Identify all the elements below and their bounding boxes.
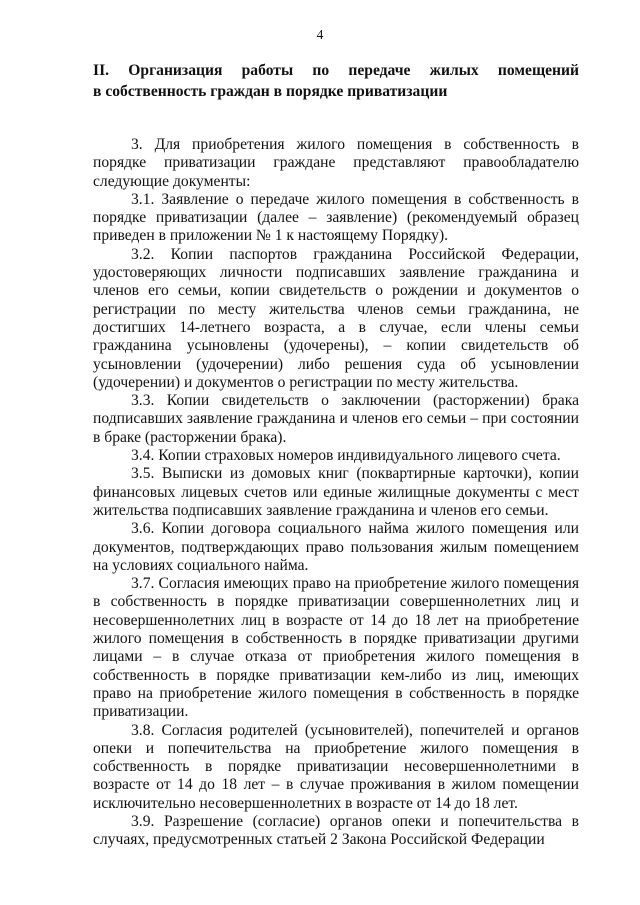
paragraph-3-9: 3.9. Разрешение (согласие) органов опеки и попечительства в случаях, предусмотренных статьей 2 Закона Российской Федерации xyxy=(93,812,579,849)
section-heading xyxy=(93,60,579,102)
paragraph-3-5: 3.5. Выписки из домовых книг (поквартирные карточки), копии финансовых лицевых счетов или единые жилищные документы с мест жительства подписавших заявление гражданина и членов его семьи. xyxy=(93,465,579,519)
paragraph-3-4: 3.4. Копии страховых номеров индивидуального лицевого счета. xyxy=(131,447,561,465)
paragraph-3-1: 3.1. Заявление о передаче жилого помещения в собственность в порядке приватизации (далее – заявление) (рекомендуемый образец приведен в приложении № 1 к настоящему Порядку). xyxy=(93,190,579,245)
paragraphs xyxy=(93,136,579,850)
paragraph-3-8: 3.8. Согласия родителей (усыновителей), попечителей и органов опеки и попечительства на приобретение жилого помещения в собственность в порядке приватизации несовершеннолетними в возрасте от 14 до 18 лет – в случае проживания в жилом помещении исключительно несовершеннолетних в возрасте от 14 до 18 лет. xyxy=(93,721,579,812)
page-number: 4 xyxy=(316,27,324,42)
section-heading-line-1: II. Организация работы по передаче жилых помещений xyxy=(93,62,579,79)
paragraph-3: 3. Для приобретения жилого помещения в собственность в порядке приватизации граждане представляют правообладателю следующие документы: xyxy=(93,136,579,190)
paragraph-3-2: 3.2. Копии паспортов гражданина Российской Федерации, удостоверяющих личности подписавших заявление гражданина и членов его семьи, копии свидетельств о рождении и документов о регистрации по месту жительства членов семьи гражданина, не достигших 14-летнего возраста, а в случае, если члены семьи гражданина усыновлены (удочерены), – копии свидетельств об усыновлении (удочерении) либо решения суда об усыновлении (удочерении) и документов о регистрации по месту жительства. xyxy=(93,245,579,391)
section-heading-line-2: в собственность граждан в порядке приватизации xyxy=(93,83,448,100)
paragraph-3-7: 3.7. Согласия имеющих право на приобретение жилого помещения в собственность в порядке приватизации совершеннолетних лиц и несовершеннолетних лиц в возрасте от 14 до 18 лет на приобретение жилого помещения в собственность в порядке приватизации другими лицами – в случае отказа от приобретения жилого помещения в собственность в порядке приватизации кем-либо из лиц, имеющих право на приобретение жилого помещения в собственность в порядке приватизации. xyxy=(93,575,579,721)
paragraph-3-6: 3.6. Копии договора социального найма жилого помещения или документов, подтверждающих право пользования жилым помещением на условиях социального найма. xyxy=(93,520,579,574)
document-body xyxy=(93,60,579,850)
paragraph-3-3: 3.3. Копии свидетельств о заключении (расторжении) брака подписавших заявление гражданина и членов его семьи – при состоянии в браке (расторжении брака). xyxy=(93,392,579,446)
